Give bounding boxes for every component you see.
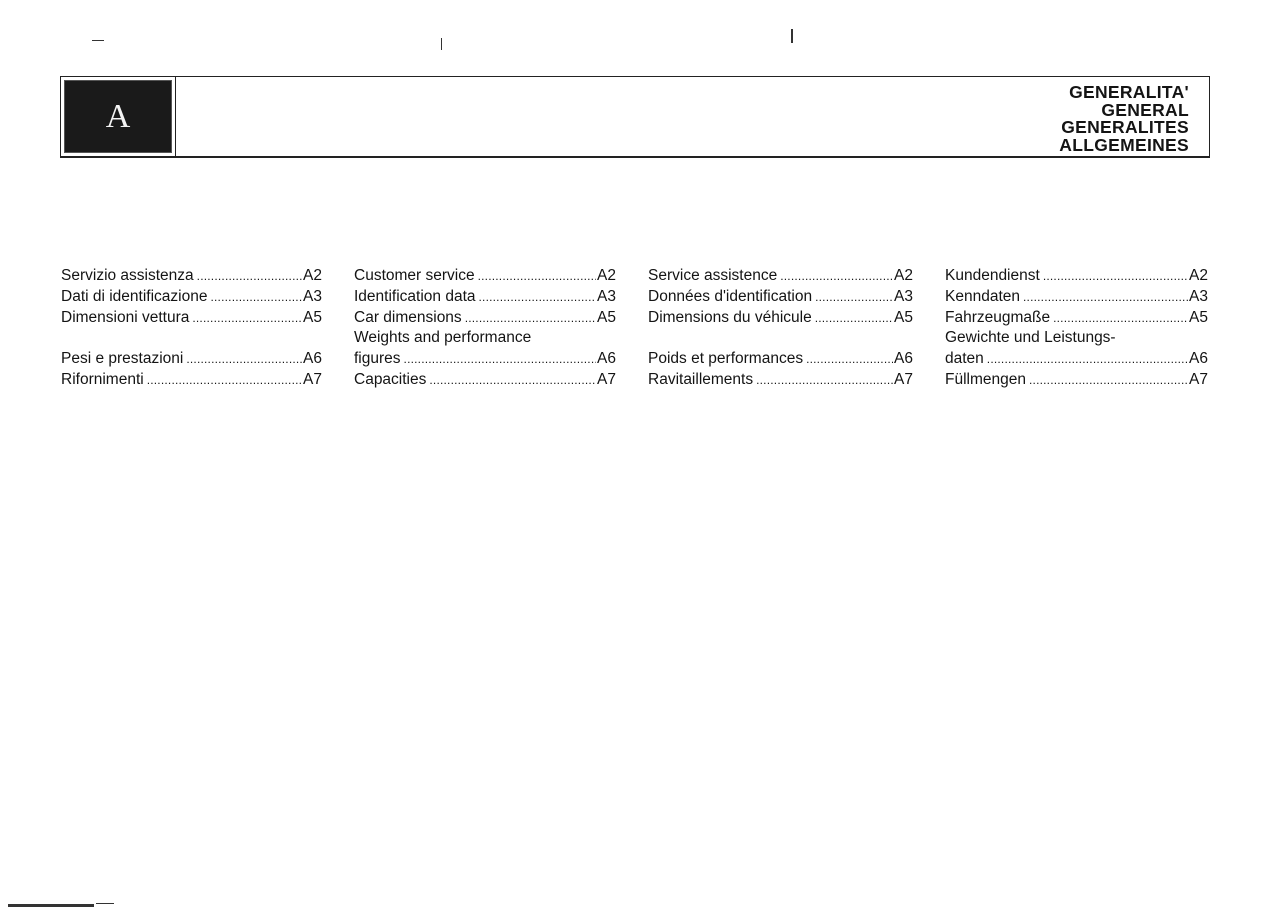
toc-entry-label: Pesi e prestazioni — [61, 350, 184, 368]
header-divider — [175, 77, 176, 157]
toc-entry[interactable] — [945, 349, 1208, 370]
toc-entry[interactable] — [61, 287, 322, 308]
toc-entry-page: A6 — [597, 350, 616, 368]
dot-leader — [147, 370, 302, 391]
toc-entry-page: A7 — [894, 370, 913, 388]
toc-entry-label: Kundendienst — [945, 267, 1040, 284]
toc-entry-label: Kenndaten — [945, 287, 1020, 305]
toc-entry-label: figures — [354, 350, 401, 368]
toc-entry-label: Customer service — [354, 267, 475, 284]
spacer — [61, 328, 322, 349]
toc-entry-page: A6 — [1189, 350, 1208, 368]
toc-entry[interactable] — [648, 349, 913, 370]
toc-entry-label: Données d'identification — [648, 287, 813, 305]
toc-entry[interactable] — [945, 266, 1208, 287]
toc-entry[interactable] — [61, 370, 322, 391]
dot-leader — [465, 308, 596, 329]
toc-entry-label: Capacities — [354, 370, 427, 388]
section-title-de: ALLGEMEINES — [1059, 134, 1189, 155]
toc-entry-label-line1: Gewichte und Leistungs- — [945, 329, 1116, 347]
toc-entry[interactable] — [648, 370, 913, 391]
toc-entry-page: A7 — [1189, 370, 1208, 388]
toc-entry-label: Poids et performances — [648, 350, 804, 368]
toc-entry-page: A2 — [894, 267, 913, 284]
toc-column-german — [945, 266, 1208, 391]
toc-entry-label: Ravitaillements — [648, 370, 754, 388]
toc-entry-page: A5 — [597, 308, 616, 326]
toc-entry[interactable] — [354, 308, 616, 329]
toc-entry[interactable] — [648, 287, 913, 308]
toc-entry[interactable] — [354, 370, 616, 391]
toc-entry[interactable] — [354, 349, 616, 370]
dot-leader — [479, 287, 597, 308]
section-title-en: GENERAL — [1101, 99, 1189, 120]
toc-entry[interactable] — [648, 266, 913, 287]
dot-leader — [806, 349, 893, 370]
toc-entry-label-line1: Weights and performance — [354, 329, 532, 347]
toc-column-english — [354, 266, 616, 391]
dot-leader — [780, 266, 893, 287]
toc-entry[interactable] — [354, 287, 616, 308]
dot-leader — [1023, 287, 1188, 308]
section-letter: A — [105, 97, 131, 135]
scan-artifact — [96, 903, 114, 904]
dot-leader — [478, 266, 596, 287]
toc-entry-page: A2 — [303, 267, 322, 284]
dot-leader — [1043, 266, 1188, 287]
toc-entry[interactable] — [648, 308, 913, 329]
toc-entry[interactable] — [354, 266, 616, 287]
toc-entry[interactable] — [945, 287, 1208, 308]
toc-entry-page: A6 — [303, 350, 322, 368]
scan-artifact — [791, 29, 793, 43]
dot-leader — [429, 370, 596, 391]
toc-entry-label: Füllmengen — [945, 370, 1026, 388]
toc-column-italian — [61, 266, 322, 391]
toc-entry[interactable] — [945, 308, 1208, 329]
toc-entry-page: A3 — [303, 287, 322, 305]
dot-leader — [815, 308, 893, 329]
dot-leader — [815, 287, 893, 308]
toc-entry[interactable] — [61, 266, 322, 287]
toc-entry-label: Dimensions du véhicule — [648, 308, 812, 326]
section-title-it: GENERALITA' — [1069, 82, 1189, 102]
toc-entry-label: Rifornimenti — [61, 370, 144, 388]
dot-leader — [756, 370, 893, 391]
dot-leader — [197, 266, 302, 287]
spacer — [648, 328, 913, 349]
toc-entry-page: A6 — [894, 350, 913, 368]
toc-entry-label: Identification data — [354, 287, 476, 305]
dot-leader — [210, 287, 302, 308]
toc-column-french — [648, 266, 913, 391]
toc-entry[interactable] — [945, 370, 1208, 391]
toc-entry-label: Dati di identificazione — [61, 287, 208, 305]
toc-entry-page: A5 — [894, 308, 913, 326]
section-titles — [1059, 84, 1189, 154]
dot-leader — [1029, 370, 1188, 391]
dot-leader — [404, 349, 597, 370]
dot-leader — [987, 349, 1188, 370]
scan-artifact — [8, 904, 94, 907]
dot-leader — [1053, 308, 1188, 329]
scan-artifact — [92, 40, 104, 41]
toc-entry-page: A3 — [894, 287, 913, 305]
toc-entry-page: A3 — [1189, 287, 1208, 305]
toc-entry-page: A7 — [597, 370, 616, 388]
section-title-fr: GENERALITES — [1061, 117, 1189, 137]
toc-entry-page: A5 — [303, 308, 322, 326]
toc-entry-label: daten — [945, 350, 984, 368]
toc-entry-label: Servizio assistenza — [61, 267, 194, 284]
toc-entry-label: Service assistence — [648, 267, 778, 284]
toc-entry-page: A5 — [1189, 308, 1208, 326]
toc-entry-page: A2 — [1189, 267, 1208, 284]
toc-entry-page: A3 — [597, 287, 616, 305]
toc-entry[interactable] — [61, 349, 322, 370]
toc-entry-page: A2 — [597, 267, 616, 284]
scan-artifact — [441, 38, 442, 50]
dot-leader — [186, 349, 302, 370]
toc-entry-label: Dimensioni vettura — [61, 308, 190, 326]
section-badge — [64, 80, 172, 153]
toc-entry-label: Fahrzeugmaße — [945, 308, 1051, 326]
toc-entry[interactable] — [61, 308, 322, 329]
toc-entry-label: Car dimensions — [354, 308, 462, 326]
toc-entry-page: A7 — [303, 370, 322, 388]
section-header — [60, 76, 1210, 158]
dot-leader — [192, 308, 302, 329]
